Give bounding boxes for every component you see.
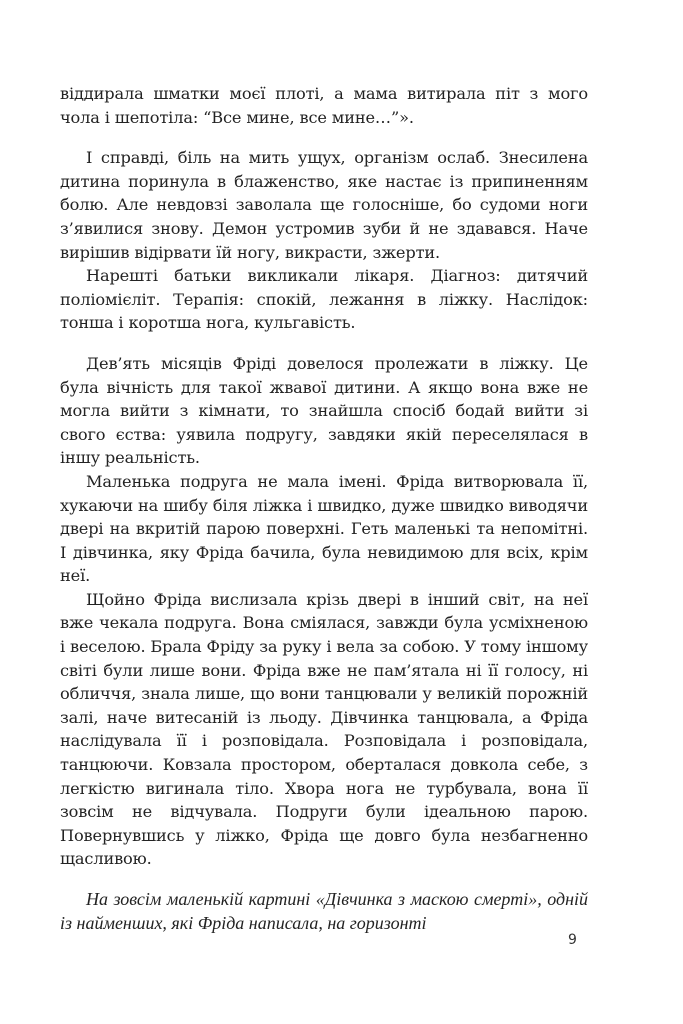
paragraph-nine-months: Дев’ять місяців Фріді довелося пролежати в ліжку. Це була вічність для такої жвавої дитини. А якщо вона вже не могла вийти з кімнати, то знайшла спосіб бодай вийти зі свого єства: уявила подругу, завдяки якій переселялася в іншу реальність.	[60, 353, 588, 468]
paragraph-little-friend: Маленька подруга не мала імені. Фріда витворювала її, хукаючи на шибу біля ліжка і швидко, дуже швидко виводячи двері на вкритій парою поверхні. Геть маленькі та непомітні. І дівчинка, яку Фріда бачила, була невидимою для всіх, крім неї.	[60, 471, 588, 586]
paragraph-diagnosis: Нарешті батьки викликали лікаря. Діагноз: дитячий поліомієліт. Терапія: спокій, лежання в ліжку. Наслідок: тонша і коротша нога, кульгавість.	[60, 266, 588, 333]
paragraph-painting: На зовсім маленькій картині «Дівчинка з маскою смерті», одній із найменших, які Фріда написала, на горизонті	[60, 889, 588, 933]
page-body	[60, 82, 588, 935]
paragraph-relief: І справді, біль на мить ущух, організм ослаб. Знесилена дитина поринула в блаженство, яке настає із припиненням болю. Але невдовзі заволала ще голосніше, бо судоми ноги з’явилися знову. Демон устромив зуби й не здавався. Наче вирішив відірвати їй ногу, викрасти, зжерти.	[60, 148, 588, 262]
page-number: 9	[568, 932, 577, 948]
paragraph-continuation: віддирала шматки моєї плоті, а мама витирала піт з мого чола і шепотіла: “Все мине, все мине…”».	[60, 84, 588, 127]
paragraph-other-world: Щойно Фріда вислизала крізь двері в інший світ, на неї вже чекала подруга. Вона сміялася, завжди була усміхненою і веселою. Брала Фріду за руку і вела за собою. У тому іншому світі були лише вони. Фріда вже не пам’ятала ні її голосу, ні обличчя, знала лише, що вони танцювали у великій порожній залі, наче витесаній із льоду. Дівчинка танцювала, а Фріда наслідувала її і розповідала. Розповідала і розповідала, танцюючи. Ковзала простором, оберталася довкола себе, з легкістю вигинала тіло. Хвора нога не турбувала, вона її зовсім не відчувала. Подруги були ідеальною парою. Повернувшись у ліжко, Фріда ще довго була незбагненно щасливою.	[60, 589, 588, 869]
